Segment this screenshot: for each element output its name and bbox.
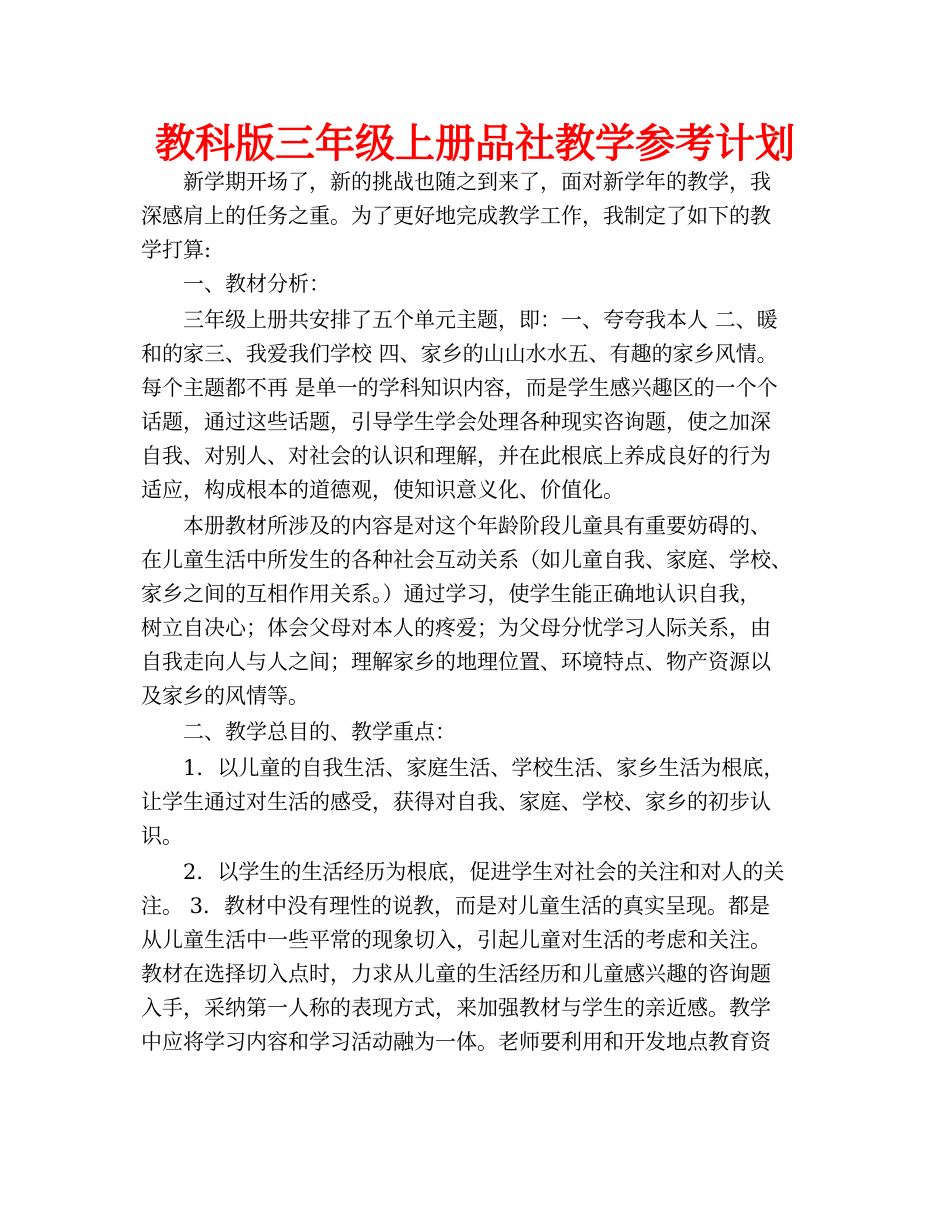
text-line: 每个主题都不再 是单一的学科知识内容，而是学生感兴趣区的一个个 — [141, 376, 778, 400]
text-line: 及家乡的风情等。 — [141, 684, 309, 708]
text-line: 1．以儿童的自我生活、家庭生活、学校生活、家乡生活为根底， — [183, 756, 785, 780]
text-line: 入手，采纳第一人称的表现方式，来加强教材与学生的亲近感。教学 — [141, 996, 771, 1020]
text-line: 新学期开场了，新的挑战也随之到来了，面对新学年的教学，我 — [183, 170, 771, 194]
text-line: 教材在选择切入点时，力求从儿童的生活经历和儿童感兴趣的咨询题 — [141, 962, 771, 986]
text-line: 一、教材分析： — [183, 272, 330, 296]
text-line: 和的家三、我爱我们学校 四、家乡的山山水水五、有趣的家乡风情。 — [141, 342, 778, 366]
text-line: 三年级上册共安排了五个单元主题，即：一、夸夸我本人 二、暖 — [183, 308, 778, 332]
text-line: 2．以学生的生活经历为根底，促进学生对社会的关注和对人的关 — [183, 860, 785, 884]
text-line: 适应，构成根本的道德观，使知识意义化、价值化。 — [141, 478, 624, 502]
text-line: 二、教学总目的、教学重点： — [183, 720, 456, 744]
text-line: 学打算: — [141, 238, 212, 262]
text-line: 话题，通过这些话题，引导学生学会处理各种现实咨询题，使之加深 — [141, 410, 771, 434]
text-line: 从儿童生活中一些平常的现象切入，引起儿童对生活的考虑和关注。 — [141, 928, 771, 952]
document-title: 教科版三年级上册品社教学参考计划 — [155, 121, 795, 167]
text-line: 中应将学习内容和学习活动融为一体。老师要利用和开发地点教育资 — [141, 1030, 771, 1054]
document-body — [141, 165, 813, 1059]
text-line: 本册教材所涉及的内容是对这个年龄阶段儿童具有重要妨碍的、 — [183, 514, 771, 538]
text-line: 自我走向人与人之间；理解家乡的地理位置、环境特点、物产资源以 — [141, 650, 771, 674]
text-line: 让学生通过对生活的感受，获得对自我、家庭、学校、家乡的初步认 — [141, 790, 771, 814]
text-line: 注。 3．教材中没有理性的说教，而是对儿童生活的真实呈现。都是 — [141, 894, 771, 918]
text-line: 自我、对别人、对社会的认识和理解，并在此根底上养成良好的行为 — [141, 444, 771, 468]
text-line: 识。 — [141, 824, 183, 848]
text-line: 家乡之间的互相作用关系。）通过学习，使学生能正确地认识自我， — [141, 582, 761, 606]
text-line: 树立自决心；体会父母对本人的疼爱；为父母分忧学习人际关系，由 — [141, 616, 771, 640]
text-line: 在儿童生活中所发生的各种社会互动关系（如儿童自我、家庭、学校、 — [141, 548, 792, 572]
text-line: 深感肩上的任务之重。为了更好地完成教学工作，我制定了如下的教 — [141, 204, 771, 228]
